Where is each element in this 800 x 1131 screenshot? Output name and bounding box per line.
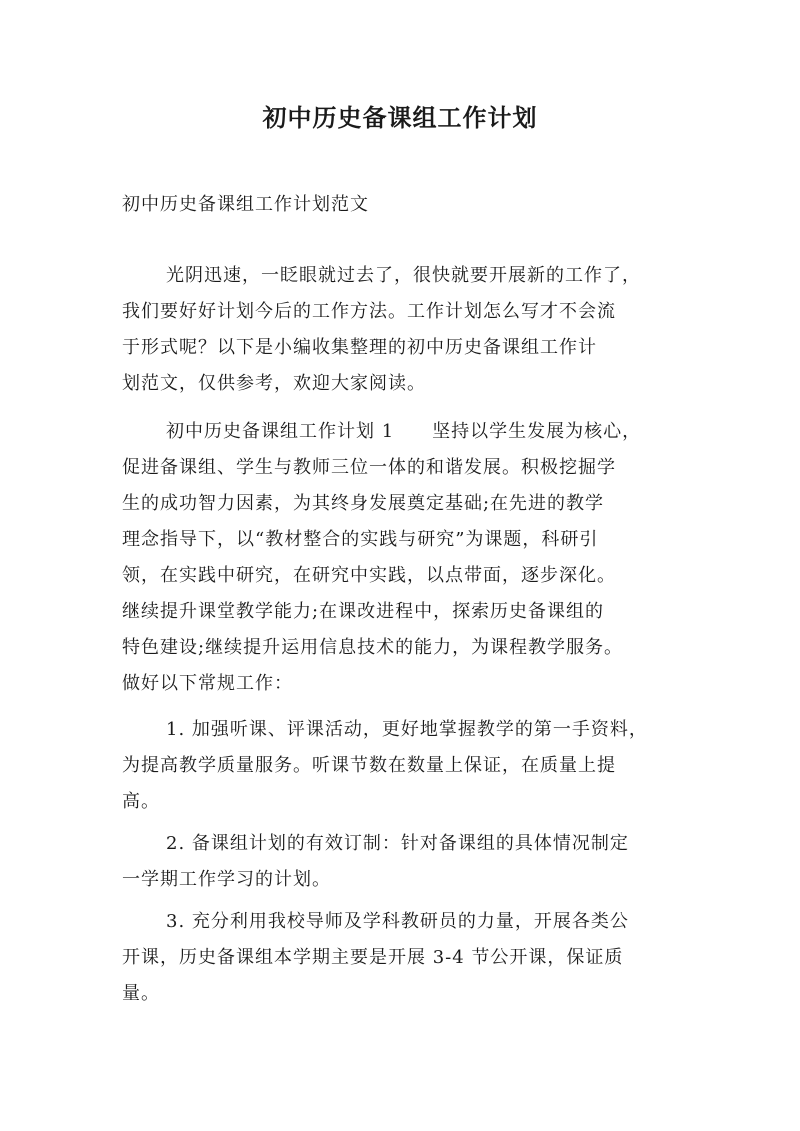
- list-line: 开课，历史备课组本学期主要是开展 3-4 节公开课，保证质: [122, 947, 624, 968]
- page-subtitle: 初中历史备课组工作计划范文: [122, 194, 369, 215]
- page-title: 初中历史备课组工作计划: [262, 104, 538, 132]
- list-line: 1. 加强听课、评课活动，更好地掌握教学的第一手资料，: [166, 719, 648, 740]
- intro-line: 光阴迅速，一眨眼就过去了，很快就要开展新的工作了，: [166, 265, 641, 286]
- plan-line: 特色建设;继续提升运用信息技术的能力，为课程教学服务。: [122, 637, 624, 658]
- list-line: 高。: [122, 791, 160, 812]
- list-item-2: [122, 826, 682, 898]
- list-line: 为提高教学质量服务。听课节数在数量上保证，在质量上提: [122, 755, 616, 776]
- intro-line: 我们要好好计划今后的工作方法。工作计划怎么写才不会流: [122, 301, 616, 322]
- plan-line: 促进备课组、学生与教师三位一体的和谐发展。积极挖掘学: [122, 457, 616, 478]
- plan-line: 生的成功智力因素，为其终身发展奠定基础;在先进的教学: [122, 493, 605, 514]
- list-line: 量。: [122, 983, 160, 1004]
- plan-line: 继续提升课堂教学能力;在课改进程中，探索历史备课组的: [122, 601, 605, 622]
- plan-line: 领，在实践中研究，在研究中实践，以点带面，逐步深化。: [122, 565, 616, 586]
- intro-line: 于形式呢？以下是小编收集整理的初中历史备课组工作计: [122, 337, 597, 358]
- list-item-1: [122, 712, 682, 820]
- plan-line: 初中历史备课组工作计划 1 坚持以学生发展为核心，: [166, 421, 642, 442]
- intro-paragraph: [122, 258, 682, 402]
- intro-line: 划范文，仅供参考，欢迎大家阅读。: [122, 373, 426, 394]
- plan-paragraph: [122, 414, 682, 702]
- list-line: 2. 备课组计划的有效订制：针对备课组的具体情况制定: [166, 833, 629, 854]
- list-line: 一学期工作学习的计划。: [122, 869, 331, 890]
- plan-line: 理念指导下，以“教材整合的实践与研究”为课题，科研引: [122, 529, 599, 550]
- list-item-3: [122, 904, 682, 1012]
- list-line: 3. 充分利用我校导师及学科教研员的力量，开展各类公: [166, 911, 629, 932]
- plan-line: 做好以下常规工作：: [122, 673, 293, 694]
